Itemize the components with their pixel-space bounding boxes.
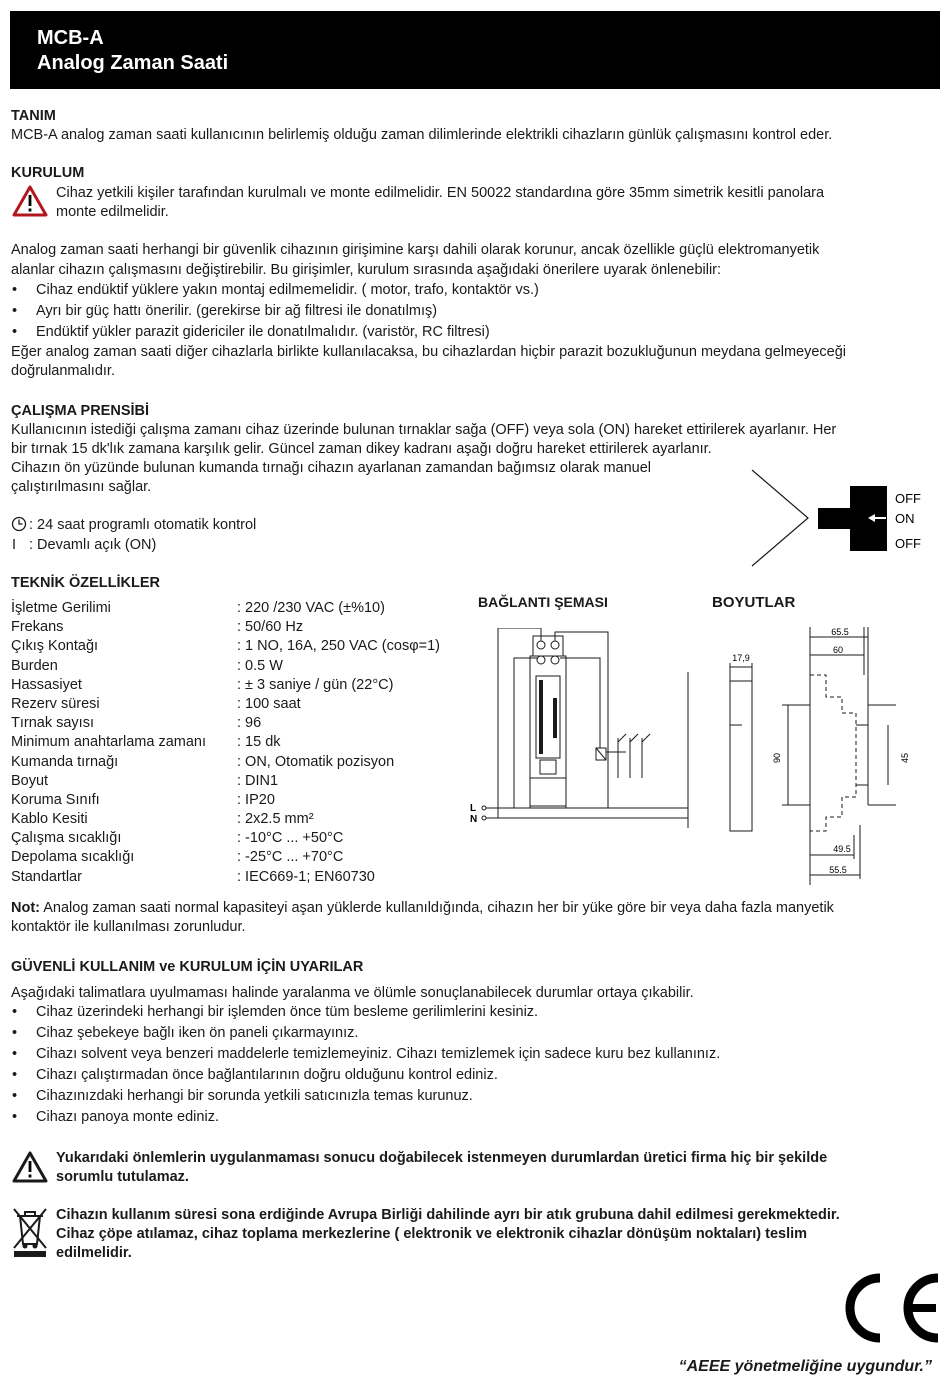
calisma-title: ÇALIŞMA PRENSİBİ	[11, 403, 150, 419]
teknik-title: TEKNİK ÖZELLİKLER	[11, 575, 161, 591]
baglanti-title: BAĞLANTI ŞEMASI	[478, 594, 608, 610]
spec-key: Depolama sıcaklığı	[11, 849, 135, 866]
kurulum-title: KURULUM	[11, 165, 85, 181]
spec-value: : IP20	[237, 791, 275, 808]
list-item: • Cihaz şebekeye bağlı iken ön paneli çıkarmayınız.	[11, 1023, 936, 1044]
list-item: • Cihazı çalıştırmadan önce bağlantılarının doğru olduğunu kontrol ediniz.	[11, 1065, 936, 1086]
spec-key: Rezerv süresi	[11, 695, 100, 712]
mode-on-symbol: I	[12, 537, 17, 553]
table-row	[11, 848, 471, 867]
note-text: Analog zaman saati normal kapasiteyi aşan yüklerde kullanıldığında, cihazın her bir yüke göre bir veya daha fazla manyetik	[40, 900, 834, 916]
switch-label-off-bottom: OFF	[895, 536, 921, 551]
table-row	[11, 637, 471, 656]
rail-label-l: L	[470, 803, 477, 814]
wiring-diagram	[468, 628, 690, 830]
table-row	[11, 618, 471, 637]
note-line2: kontaktör ile kullanılması zorunludur.	[11, 919, 246, 935]
spec-value: : -10°C ... +50°C	[237, 830, 344, 847]
spec-key: Burden	[11, 657, 58, 674]
dim-49-5: 49.5	[833, 844, 851, 854]
spec-value: : 0.5 W	[237, 657, 283, 674]
kurulum-para-line1: Analog zaman saati herhangi bir güvenlik cihazının girişimine karşı dahili olarak korunur, ancak özellikle güçlü elektromanyetik	[11, 242, 820, 258]
rail-label-n: N	[470, 814, 478, 825]
dim-65-5: 65.5	[831, 627, 849, 637]
ce-mark-icon	[836, 1270, 942, 1346]
spec-key: Kumanda tırnağı	[11, 753, 119, 770]
calisma-line3: Cihazın ön yüzünde bulunan kumanda tırnağı cihazın ayarlanan zamandan bağımsız olarak manuel	[11, 460, 652, 476]
note-line1	[11, 899, 936, 918]
spec-table	[11, 599, 471, 887]
dim-45: 45	[900, 752, 910, 764]
kurulum-after-line1: Eğer analog zaman saati diğer cihazlarla birlikte kullanılacaksa, bu cihazlardan hiçbir parazit bozukluğunun meydana gelmeyeceği	[11, 344, 847, 360]
spec-key: Kablo Kesiti	[11, 811, 88, 828]
spec-value: : 2x2.5 mm²	[237, 811, 314, 828]
table-row	[11, 695, 471, 714]
spec-key: Boyut	[11, 772, 49, 789]
guvenli-bullet-list	[11, 1002, 936, 1128]
table-row	[11, 676, 471, 695]
table-row	[11, 772, 471, 791]
spec-value: : IEC669-1; EN60730	[237, 868, 375, 885]
calisma-line2: bir tırnak 15 dk'lık zamana karşılık gelir. Güncel zaman dikey kadranı aşağı doğru hareket ettirilerek ayarlanır.	[11, 441, 712, 457]
dim-60: 60	[832, 645, 844, 655]
spec-value: : 96	[237, 715, 262, 732]
dim-90: 90	[772, 752, 782, 764]
table-row	[11, 714, 471, 733]
switch-diagram	[750, 468, 930, 568]
list-item: • Cihazı panoya monte ediniz.	[11, 1107, 936, 1128]
list-item: • Ayrı bir güç hattı önerilir. (gerekirse bir ağ filtresi ile donatılmış)	[11, 301, 936, 322]
calisma-line4: çalıştırılmasını sağlar.	[11, 479, 152, 495]
warning-bold-line2: sorumlu tutulamaz.	[56, 1169, 189, 1185]
weee-line3: edilmelidir.	[56, 1245, 132, 1261]
table-row	[11, 657, 471, 676]
tanim-title: TANIM	[11, 108, 56, 124]
mode-auto-text: : 24 saat programlı otomatik kontrol	[29, 517, 257, 533]
warning-icon	[11, 184, 49, 218]
list-item: • Cihaz endüktif yüklere yakın montaj edilmemelidir. ( motor, trafo, kontaktör vs.)	[11, 280, 936, 301]
table-row	[11, 829, 471, 848]
spec-key: Çıkış Kontağı	[11, 638, 99, 655]
switch-label-off-top: OFF	[895, 491, 921, 506]
kurulum-bullet-list	[11, 280, 936, 343]
spec-value: : 50/60 Hz	[237, 619, 304, 636]
calisma-line1: Kullanıcının istediği çalışma zamanı cihaz üzerinde bulunan tırnaklar sağa (OFF) veya sola (ON) hareket ettirilerek ayarlanır. Her	[11, 422, 837, 438]
table-row	[11, 599, 471, 618]
list-item: • Cihazınızdaki herhangi bir sorunda yetkili satıcınızla temas kurunuz.	[11, 1086, 936, 1107]
spec-value: : 1 NO, 16A, 250 VAC (cosφ=1)	[237, 638, 440, 655]
warning-bold-line1: Yukarıdaki önlemlerin uygulanmaması sonucu doğabilecek istenmeyen durumlardan üretici firma hiç bir şekilde	[56, 1150, 828, 1166]
guvenli-title: GÜVENLİ KULLANIM ve KURULUM İÇİN UYARILAR	[11, 959, 364, 975]
spec-value: : 220 /230 VAC (±%10)	[237, 600, 385, 616]
spec-key: Hassasiyet	[11, 676, 82, 693]
kurulum-after-line2: doğrulanmalıdır.	[11, 363, 115, 379]
product-subtitle: Analog Zaman Saati	[37, 52, 229, 74]
spec-key: Standartlar	[11, 868, 82, 885]
spec-value: : DIN1	[237, 772, 279, 789]
list-item: • Cihaz üzerindeki herhangi bir işlemden önce tüm besleme gerilimlerini kesiniz.	[11, 1002, 936, 1023]
kurulum-warning-line2: monte edilmelidir.	[56, 204, 169, 220]
spec-key: Minimum anahtarlama zamanı	[11, 734, 207, 751]
table-row	[11, 868, 471, 887]
product-model: MCB-A	[37, 27, 104, 49]
spec-value: : -25°C ... +70°C	[237, 849, 344, 866]
list-item: • Cihazı solvent veya benzeri maddelerle temizlemeyiniz. Cihazı temizlemek için sadece kuru bez kullanınız.	[11, 1044, 936, 1065]
spec-value: : ± 3 saniye / gün (22°C)	[237, 676, 394, 693]
spec-key: Çalışma sıcaklığı	[11, 830, 122, 847]
table-row	[11, 753, 471, 772]
table-row	[11, 810, 471, 829]
weee-line1: Cihazın kullanım süresi sona erdiğinde Avrupa Birliği dahilinde ayrı bir atık grubuna dahil edilmesi gerekmektedir.	[56, 1207, 840, 1223]
weee-bin-icon	[11, 1206, 49, 1258]
spec-key: İşletme Gerilimi	[11, 600, 111, 616]
table-row	[11, 791, 471, 810]
dim-17-9: 17,9	[732, 653, 750, 663]
spec-key: Tırnak sayısı	[11, 715, 94, 732]
table-row	[11, 733, 471, 752]
kurulum-para-line2: alanlar cihazın çalışmasını değiştirebilir. Bu girişimler, kurulum sırasında aşağıdaki önerilere uyarak önlenebilir:	[11, 262, 722, 278]
spec-key: Frekans	[11, 619, 64, 636]
spec-value: : 100 saat	[237, 695, 301, 712]
dim-55-5: 55.5	[829, 865, 847, 875]
footer-note: “AEEE yönetmeliğine uygundur.”	[678, 1358, 932, 1375]
list-item: • Endüktif yükler parazit gidericiler ile donatılmalıdır. (varistör, RC filtresi)	[11, 322, 936, 343]
guvenli-intro: Aşağıdaki talimatlara uyulmaması halinde yaralanma ve ölümle sonuçlanabilecek durumlar ortaya çıkabilir.	[11, 985, 694, 1001]
spec-key: Koruma Sınıfı	[11, 791, 100, 808]
warning-icon	[11, 1150, 49, 1184]
note-label: Not:	[11, 900, 40, 916]
kurulum-warning-line1: Cihaz yetkili kişiler tarafından kurulmalı ve monte edilmelidir. EN 50022 standardına göre 35mm simetrik kesitli panolara	[56, 185, 825, 201]
spec-value: : ON, Otomatik pozisyon	[237, 753, 395, 770]
dimensions-drawing	[726, 625, 922, 887]
switch-label-on: ON	[895, 511, 915, 526]
clock-icon	[11, 516, 27, 532]
boyutlar-title: BOYUTLAR	[712, 594, 796, 611]
weee-line2: Cihaz çöpe atılamaz, cihaz toplama merkezlerine ( elektronik ve elektronik cihazlar dönüşüm noktaları) teslim	[56, 1226, 808, 1242]
tanim-text: MCB-A analog zaman saati kullanıcının belirlemiş olduğu zaman dilimlerinde elektrikli cihazların günlük çalışmasını kontrol eder.	[11, 127, 833, 143]
page-header	[10, 11, 940, 89]
mode-on-text: : Devamlı açık (ON)	[29, 537, 157, 553]
spec-value: : 15 dk	[237, 734, 281, 751]
